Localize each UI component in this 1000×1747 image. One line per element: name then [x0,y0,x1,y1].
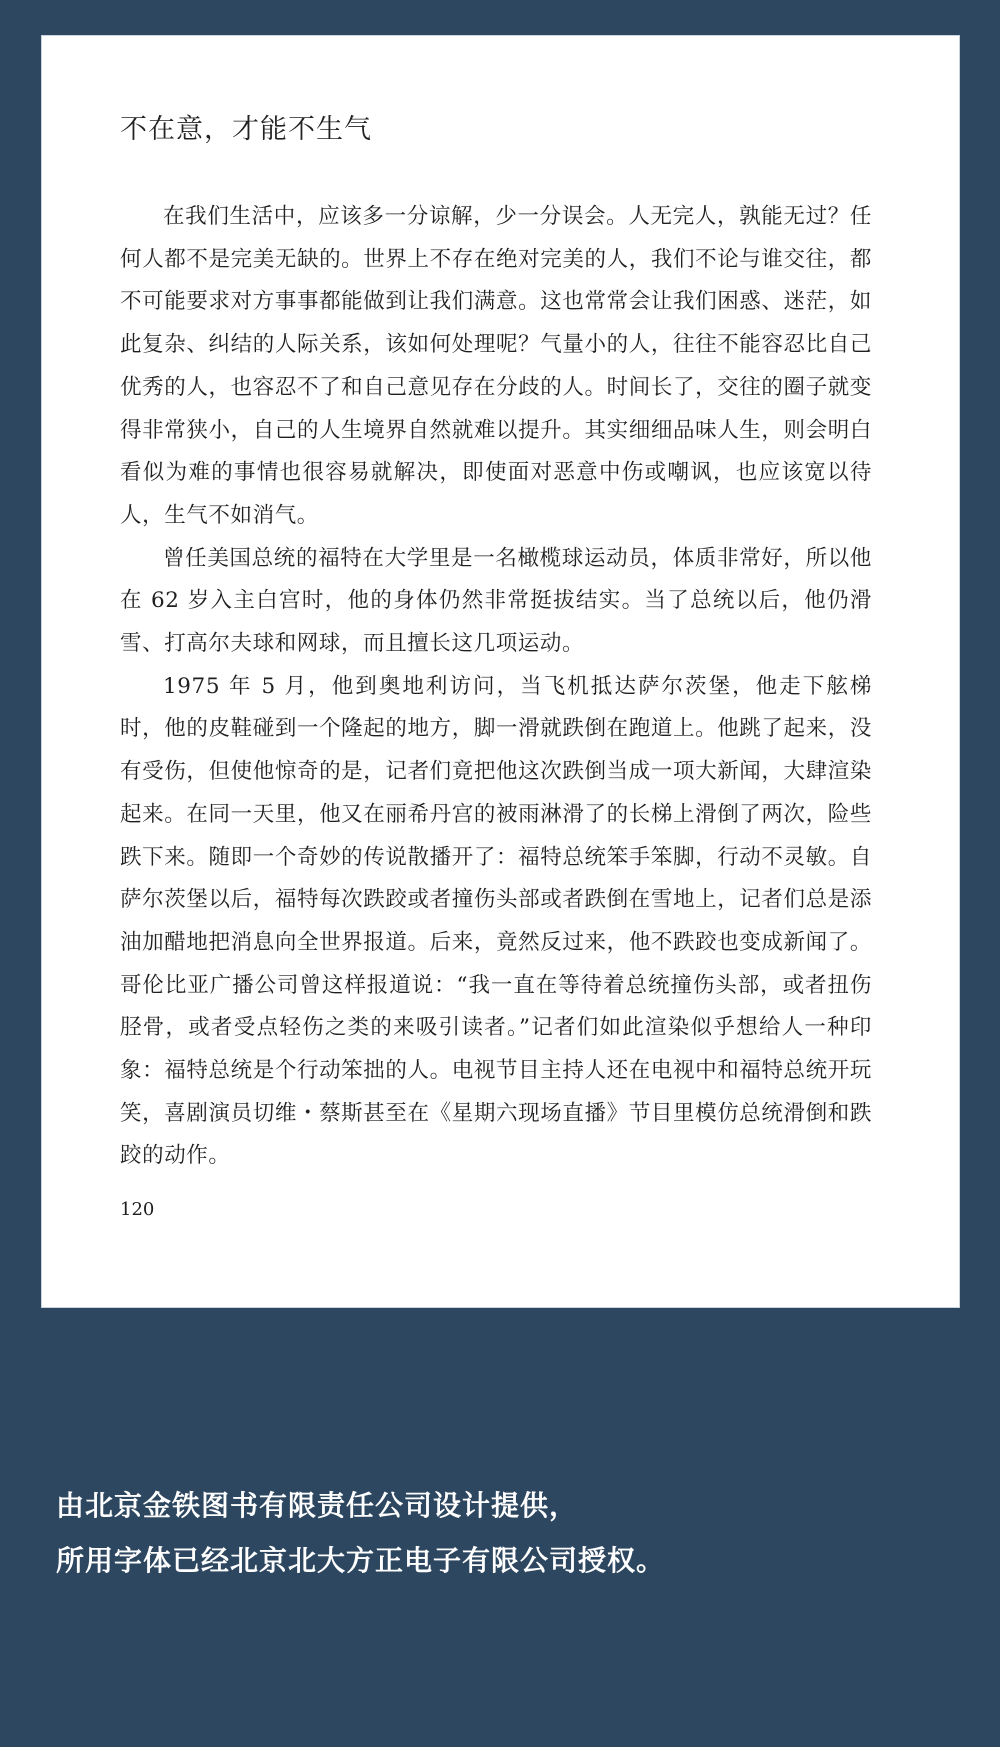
paragraph: 在我们生活中，应该多一分谅解，少一分误会。人无完人，孰能无过？任何人都不是完美无缺的。世界上不存在绝对完美的人，我们不论与谁交往，都不可能要求对方事事都能做到让我们满意。这也常常会让我们困惑、迷茫，如此复杂、纠结的人际关系，该如何处理呢？气量小的人，往往不能容忍比自己优秀的人，也容忍不了和自己意见存在分歧的人。时间长了，交往的圈子就变得非常狭小，自己的人生境界自然就难以提升。其实细细品味人生，则会明白看似为难的事情也很容易就解决，即使面对恶意中伤或嘲讽，也应该宽以待人，生气不如消气。 [120,204,872,528]
publisher-credit [56,1478,956,1588]
paragraph: 曾任美国总统的福特在大学里是一名橄榄球运动员，体质非常好，所以他在 62 岁入主白宫时，他的身体仍然非常挺拔结实。当了总统以后，他仍滑雪、打高尔夫球和网球，而且擅长这几项运动。 [120,545,872,657]
body-text [120,196,872,1178]
credit-line-2: 所用字体已经北京北大方正电子有限公司授权。 [56,1544,666,1577]
book-page [41,35,960,1308]
page-number: 120 [120,1199,155,1220]
credit-line-1: 由北京金铁图书有限责任公司设计提供， [56,1489,579,1522]
chapter-title: 不在意，才能不生气 [120,114,372,145]
paragraph: 1975 年 5 月，他到奥地利访问，当飞机抵达萨尔茨堡，他走下舷梯时，他的皮鞋碰到一个隆起的地方，脚一滑就跌倒在跑道上。他跳了起来，没有受伤，但使他惊奇的是，记者们竟把他这次跌倒当成一项大新闻，大肆渲染起来。在同一天里，他又在丽希丹宫的被雨淋滑了的长梯上滑倒了两次，险些跌下来。随即一个奇妙的传说散播开了：福特总统笨手笨脚，行动不灵敏。自萨尔茨堡以后，福特每次跌跤或者撞伤头部或者跌倒在雪地上，记者们总是添油加醋地把消息向全世界报道。后来，竟然反过来，他不跌跤也变成新闻了。哥伦比亚广播公司曾这样报道说：“我一直在等待着总统撞伤头部，或者扭伤胫骨，或者受点轻伤之类的来吸引读者。”记者们如此渲染似乎想给人一种印象：福特总统是个行动笨拙的人。电视节目主持人还在电视中和福特总统开玩笑，喜剧演员切维・蔡斯甚至在《星期六现场直播》节目里模仿总统滑倒和跌跤的动作。 [120,673,872,1169]
